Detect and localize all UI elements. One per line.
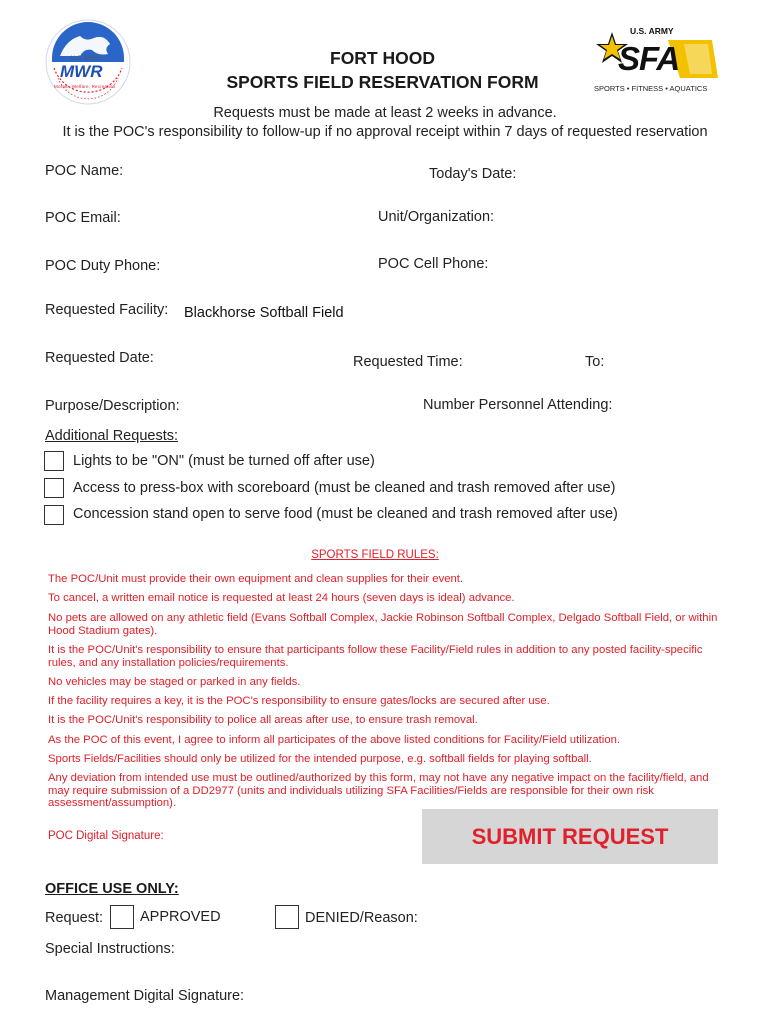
rule-item: No vehicles may be staged or parked in any fields.: [48, 676, 301, 688]
personnel-label: Number Personnel Attending:: [423, 397, 613, 413]
denied-checkbox[interactable]: [275, 905, 299, 929]
rule-item: Sports Fields/Facilities should only be utilized for the intended purpose, e.g. softball fields for playing softball.: [48, 753, 592, 765]
poc-name-label: POC Name:: [45, 163, 124, 179]
lights-checkbox[interactable]: [44, 451, 64, 471]
mwr-ring-text: Morale, Welfare, Recreation: [54, 84, 116, 89]
mwr-main-text: MWR: [60, 62, 103, 81]
todays-date-input[interactable]: [525, 166, 719, 186]
poc-email-input[interactable]: [128, 210, 372, 230]
poc-duty-phone-input[interactable]: [168, 258, 372, 278]
requested-time-input[interactable]: [470, 354, 584, 374]
rule-item: The POC/Unit must provide their own equipment and clean supplies for their event.: [48, 573, 464, 585]
rules-heading: SPORTS FIELD RULES:: [311, 549, 439, 561]
sfa-top-text: U.S. ARMY: [630, 26, 674, 36]
concession-option-label: Concession stand open to serve food (must be cleaned and trash removed after use): [73, 506, 618, 522]
denied-label: DENIED/Reason:: [305, 910, 418, 926]
mwr-top-text: U.S. ARMY: [71, 56, 102, 62]
unit-org-input[interactable]: [503, 209, 722, 229]
poc-email-label: POC Email:: [45, 210, 121, 226]
mwr-logo: [44, 18, 132, 106]
poc-duty-phone-label: POC Duty Phone:: [45, 258, 161, 274]
poc-signature-label: POC Digital Signature:: [48, 830, 164, 842]
to-time-input[interactable]: [610, 354, 719, 374]
special-instructions-label: Special Instructions:: [45, 941, 175, 957]
concession-checkbox[interactable]: [44, 505, 64, 525]
form-title-line2: SPORTS FIELD RESERVATION FORM: [226, 72, 539, 92]
rule-item: Any deviation from intended use must be outlined/authorized by this form, may not have any negative impact on the facility/field, and may require submission of a DD2977 (units and individuals utilizing SFA Facilities/Fields are responsible for their own risk assessment/assumption).: [48, 772, 709, 809]
submit-request-button[interactable]: SUBMIT REQUEST: [422, 809, 718, 864]
pressbox-checkbox[interactable]: [44, 478, 64, 498]
to-time-label: To:: [585, 354, 605, 370]
rule-item: It is the POC/Unit's responsibility to ensure that participants follow these Facility/Field rules in addition to any posted facility-specific rules, and any installation policies/requirements.: [48, 644, 703, 669]
purpose-input[interactable]: [188, 398, 417, 418]
request-label: Request:: [45, 910, 104, 926]
requested-date-label: Requested Date:: [45, 350, 154, 366]
rule-item: If the facility requires a key, it is the POC's responsibility to ensure gates/locks are secured after use.: [48, 695, 550, 707]
management-signature-input[interactable]: [255, 988, 719, 1008]
additional-requests-heading: Additional Requests:: [45, 428, 178, 444]
requested-facility-value[interactable]: Blackhorse Softball Field: [184, 305, 344, 321]
special-instructions-input[interactable]: [185, 941, 719, 961]
management-signature-label: Management Digital Signature:: [45, 988, 245, 1004]
approved-checkbox[interactable]: [110, 905, 134, 929]
rule-item: No pets are allowed on any athletic field (Evans Softball Complex, Jackie Robinson Softball Complex, Delgado Softball Field, or within Hood Stadium gates).: [48, 612, 718, 637]
requested-date-input[interactable]: [162, 350, 351, 370]
poc-cell-phone-label: POC Cell Phone:: [378, 256, 489, 272]
rule-item: To cancel, a written email notice is requested at least 24 hours (seven days is ideal) advance.: [48, 592, 515, 604]
purpose-label: Purpose/Description:: [45, 398, 180, 414]
sfa-logo: [594, 26, 726, 96]
rule-item: It is the POC/Unit's responsibility to police all areas after use, to ensure trash removal.: [48, 714, 478, 726]
unit-org-label: Unit/Organization:: [378, 209, 495, 225]
office-use-heading: OFFICE USE ONLY:: [45, 881, 179, 897]
todays-date-label: Today's Date:: [429, 166, 517, 182]
form-title-line1: FORT HOOD: [330, 48, 435, 68]
personnel-input[interactable]: [625, 397, 719, 417]
subtitle-line2: It is the POC's responsibility to follow-up if no approval receipt within 7 days of requested reservation: [62, 124, 708, 140]
approved-label: APPROVED: [140, 909, 221, 925]
requested-time-label: Requested Time:: [353, 354, 463, 370]
poc-cell-phone-input[interactable]: [495, 256, 719, 276]
sfa-bottom-text: SPORTS • FITNESS • AQUATICS: [594, 84, 708, 93]
rule-item: As the POC of this event, I agree to inform all participates of the above listed conditions for Facility/Field utilization.: [48, 734, 621, 746]
requested-facility-label: Requested Facility:: [45, 302, 169, 318]
poc-signature-input[interactable]: [178, 828, 412, 848]
subtitle-line1: Requests must be made at least 2 weeks in advance.: [213, 105, 557, 121]
lights-option-label: Lights to be "ON" (must be turned off after use): [73, 453, 375, 469]
sfa-main-text: SFA: [618, 40, 680, 77]
poc-name-input[interactable]: [128, 163, 412, 183]
pressbox-option-label: Access to press-box with scoreboard (must be cleaned and trash removed after use): [73, 480, 616, 496]
denied-reason-input[interactable]: [425, 910, 719, 930]
